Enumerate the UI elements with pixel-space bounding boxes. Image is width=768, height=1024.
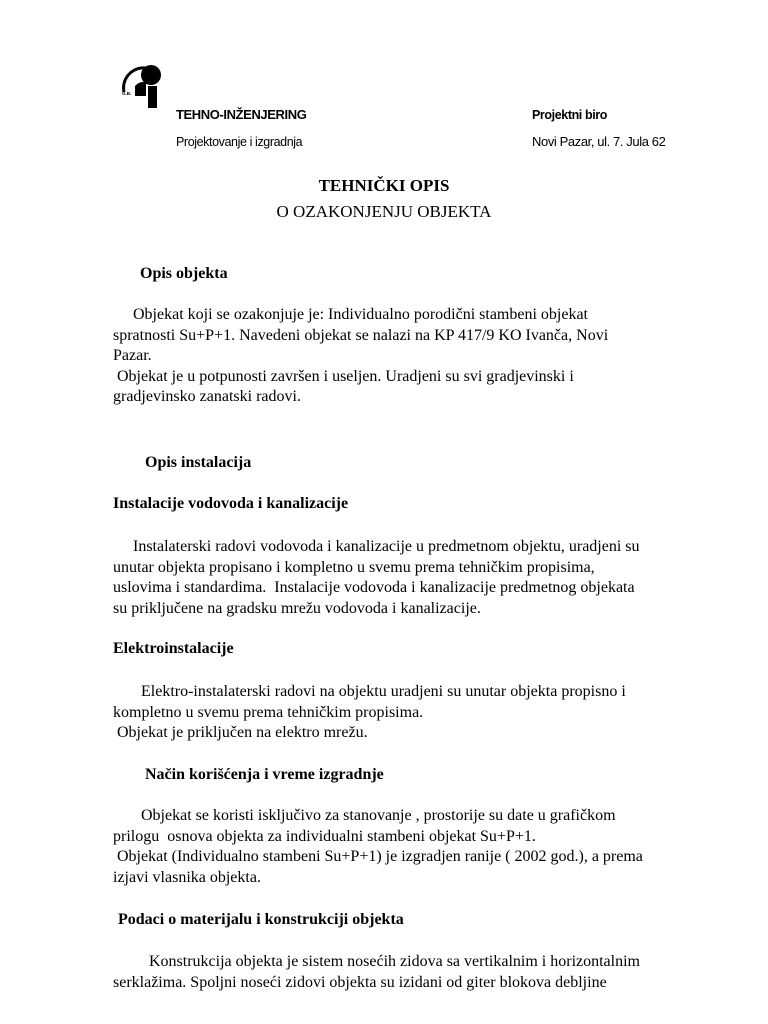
text-line: Objekat se koristi isključivo za stanovanje , prostorije su date u grafičkom: [113, 807, 616, 824]
text-line: Objekat koji se ozakonjuje je: Individualno porodični stambeni objekat: [113, 306, 588, 323]
text-line: Instalaterski radovi vodovoda i kanalizacije u predmetnom objektu, uradjeni su: [113, 538, 640, 555]
text-line: Objekat je u potpunosti završen i useljen. Uradjeni su svi gradjevinski i: [113, 367, 574, 385]
logo-mark-text: G.B.: [122, 91, 132, 96]
text-line: unutar objekta propisano i kompletno u svemu prema tehničkim propisima,: [113, 558, 595, 576]
bureau-address: Novi Pazar, ul. 7. Jula 62: [532, 134, 666, 149]
company-logo: [118, 62, 166, 110]
section-heading-opis-objekta: Opis objekta: [140, 265, 228, 282]
text-line: Pazar.: [113, 347, 152, 364]
text-line: serklažima. Spoljni noseći zidovi objekta su izidani od giter blokova debljine: [113, 973, 607, 991]
paragraph-vodovod: [113, 537, 713, 619]
company-name: TEHNO-INŽENJERING: [176, 107, 307, 122]
paragraph-opis-objekta: [113, 305, 713, 408]
text-line: izjavi vlasnika objekta.: [113, 868, 261, 886]
text-line: gradjevinsko zanatski radovi.: [113, 388, 301, 405]
section-heading-podaci-materijal: Podaci o materijalu i konstrukciji objekta: [118, 911, 404, 928]
paragraph-elektroinstalacije: [113, 682, 713, 744]
paragraph-nacin-koriscenja: [113, 806, 713, 888]
section-heading-vodovod: Instalacije vodovoda i kanalizacije: [113, 495, 349, 512]
text-line: kompletno u svemu prema tehničkim propisima.: [113, 703, 424, 721]
text-line: su priključene na gradsku mrežu vodovoda i kanalizacije.: [113, 599, 481, 617]
text-line: Konstrukcija objekta je sistem nosećih zidova sa vertikalnim i horizontalnim: [113, 953, 640, 970]
text-line: spratnosti Su+P+1. Navedeni objekat se nalazi na KP 417/9 KO Ivanča, Novi: [113, 326, 609, 344]
text-line: uslovima i standardima. Instalacije vodovoda i kanalizacije predmetnog objekata: [113, 579, 635, 596]
paragraph-podaci-materijal: [113, 952, 713, 993]
company-activity: Projektovanje i izgradnja: [176, 135, 303, 149]
section-heading-opis-instalacija: Opis instalacija: [145, 454, 252, 471]
section-heading-elektroinstalacije: Elektroinstalacije: [113, 640, 234, 657]
document-title: TEHNIČKI OPIS: [318, 176, 450, 195]
text-line: Elektro-instalaterski radovi na objektu uradjeni su unutar objekta propisno i: [113, 683, 626, 700]
bureau-label: Projektni biro: [532, 108, 607, 122]
text-line: Objekat (Individualno stambeni Su+P+1) je izgradjen ranije ( 2002 god.), a prema: [113, 848, 643, 865]
text-line: Objekat je priključen na elektro mrežu.: [113, 724, 368, 741]
section-heading-nacin-koriscenja: Način korišćenja i vreme izgradnje: [145, 766, 384, 783]
document-subtitle: O OZAKONJENJU OBJEKTA: [276, 202, 492, 221]
text-line: prilogu osnova objekta za individualni stambeni objekat Su+P+1.: [113, 827, 536, 845]
